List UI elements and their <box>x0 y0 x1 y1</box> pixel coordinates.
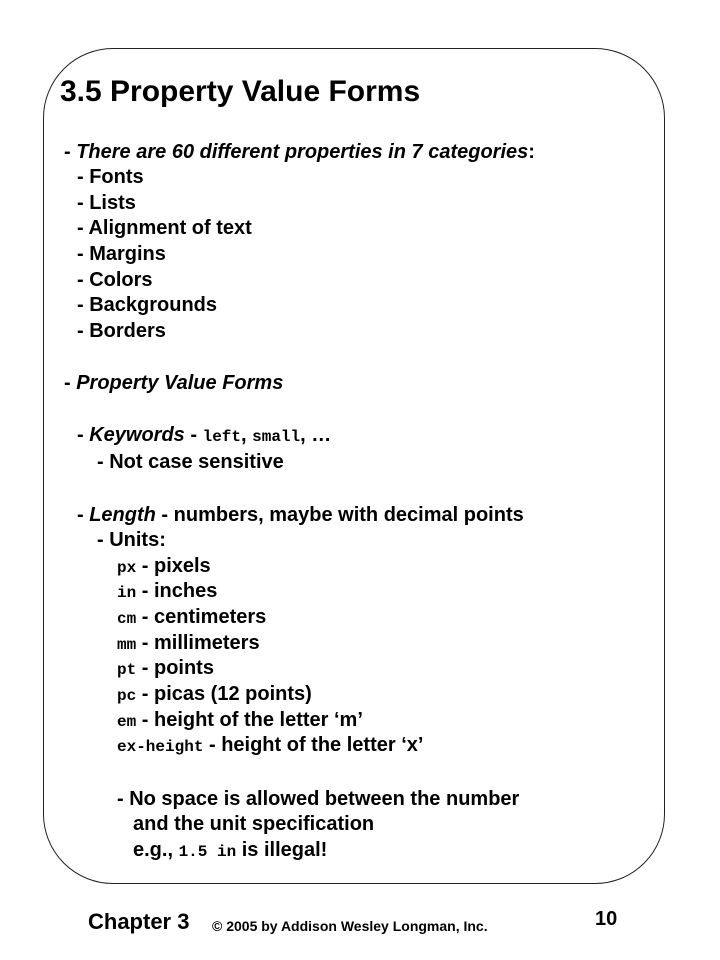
unit-item <box>117 579 217 605</box>
nospace-line1: - No space is allowed between the number <box>117 788 520 810</box>
footer-chapter: Chapter 3 <box>88 909 190 934</box>
unit-code: in <box>117 584 137 602</box>
unit-item <box>117 682 312 708</box>
nospace-line2: and the unit specification <box>133 813 375 835</box>
keywords-rest: , … <box>300 424 332 446</box>
unit-code: cm <box>117 610 137 628</box>
unit-code: em <box>117 713 137 731</box>
unit-code: mm <box>117 636 137 654</box>
length-dash: - <box>77 504 90 526</box>
footer-copyright: © 2005 by Addison Wesley Longman, Inc. <box>212 918 488 934</box>
unit-code: px <box>117 559 137 577</box>
units-heading: - Units: <box>97 529 166 551</box>
category-item: - Backgrounds <box>77 294 218 316</box>
unit-item <box>117 605 266 631</box>
keyword-example: left <box>202 428 241 446</box>
eg-text: e.g., <box>133 839 174 861</box>
category-item: - Colors <box>77 269 153 291</box>
unit-code: ex-height <box>117 738 204 756</box>
keywords-label: Keywords <box>89 424 185 446</box>
length-rest: - numbers, maybe with decimal points <box>155 504 524 526</box>
keywords-line <box>77 423 331 449</box>
length-line <box>77 503 524 527</box>
page-number: 10 <box>595 908 618 930</box>
intro-line <box>64 140 535 164</box>
intro-text: There are 60 different properties in 7 categories <box>76 141 529 163</box>
keywords-dash: - <box>77 424 90 446</box>
category-item: - Fonts <box>77 166 144 188</box>
pvf-heading <box>64 371 283 395</box>
length-label: Length <box>89 504 156 526</box>
keyword-example: small <box>252 428 301 446</box>
keywords-note: - Not case sensitive <box>97 451 284 473</box>
unit-code: pt <box>117 661 137 679</box>
category-item: - Lists <box>77 192 136 214</box>
unit-item <box>117 708 363 734</box>
category-item: - Borders <box>77 320 166 342</box>
example-rest: is illegal! <box>241 839 328 861</box>
unit-item <box>117 554 211 580</box>
unit-desc: - millimeters <box>136 632 260 654</box>
unit-desc: - picas (12 points) <box>136 683 312 705</box>
intro-colon: : <box>528 141 535 163</box>
unit-desc: - height of the letter ‘m’ <box>136 709 363 731</box>
unit-desc: - points <box>136 657 214 679</box>
keywords-sep: - <box>184 424 203 446</box>
unit-item <box>117 656 214 682</box>
unit-desc: - inches <box>136 580 218 602</box>
intro-dash: - <box>64 141 77 163</box>
unit-item <box>117 733 423 759</box>
unit-desc: - centimeters <box>136 606 267 628</box>
pvf-text: Property Value Forms <box>76 372 284 394</box>
nospace-example <box>133 838 327 864</box>
unit-code: pc <box>117 687 137 705</box>
pvf-dash: - <box>64 372 77 394</box>
slide-title: 3.5 Property Value Forms <box>60 75 421 108</box>
category-item: - Margins <box>77 243 166 265</box>
example-code: 1.5 in <box>178 843 237 861</box>
unit-item <box>117 631 260 657</box>
category-item: - Alignment of text <box>77 217 252 239</box>
unit-desc: - pixels <box>136 555 211 577</box>
keywords-comma: , <box>241 424 253 446</box>
unit-desc: - height of the letter ‘x’ <box>203 734 424 756</box>
